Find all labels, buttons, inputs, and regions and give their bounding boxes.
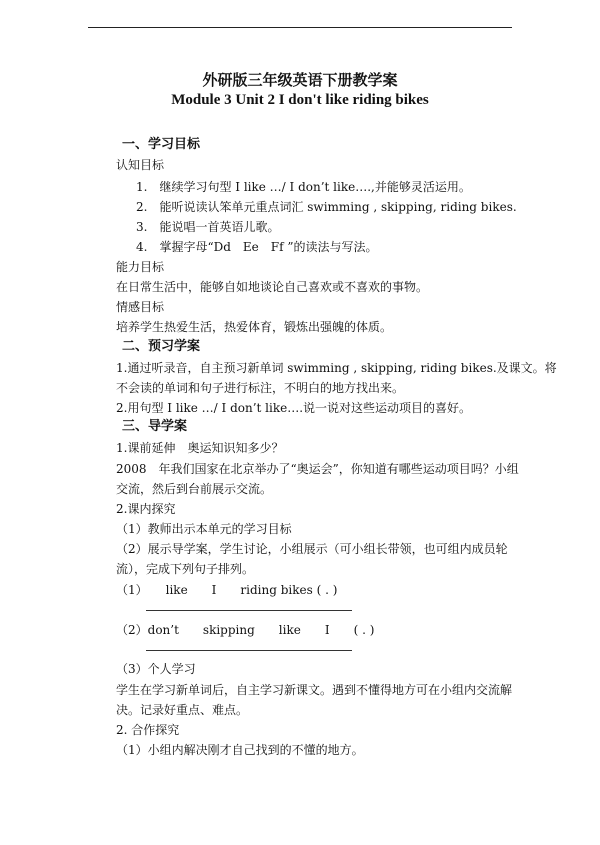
title-chinese: 外研版三年级英语下册教学案 — [202, 71, 398, 89]
exercise-2: （2）don’t skipping like I ( . ) — [116, 623, 375, 637]
section2-heading: 二、预习学案 — [122, 339, 201, 354]
exercise-1: （1） like I riding bikes ( . ) — [116, 583, 338, 597]
goal-item-3: 3. 能说唱一首英语儿歌。 — [136, 220, 280, 234]
ability-goals-label: 能力目标 — [116, 260, 165, 274]
title-english: Module 3 Unit 2 I don't like riding bikes — [171, 92, 429, 108]
section3-heading: 三、导学案 — [122, 419, 188, 434]
cooperation-step-1: （1）小组内解决刚才自己找到的不懂的地方。 — [116, 743, 364, 757]
emotion-goals-label: 情感目标 — [116, 300, 165, 314]
ability-goals-text: 在日常生活中，能够自如地谈论自己喜欢或不喜欢的事物。 — [116, 280, 429, 294]
preview-paragraph-2: 2.用句型 I like …/ I don’t like….说一说对这些运动项目的喜好。 — [116, 401, 472, 415]
individual-study-line1: 学生在学习新单词后，自主学习新课文。遇到不懂得地方可在小组内交流解 — [116, 683, 513, 697]
explore-step-3: （3）个人学习 — [116, 662, 196, 676]
cooperation-label: 2. 合作探究 — [116, 723, 180, 737]
explore-step-1: （1）教师出示本单元的学习目标 — [116, 522, 292, 536]
explore-label: 2.课内探究 — [116, 502, 176, 516]
explore-step-2-line1: （2）展示导学案，学生讨论，小组展示（可小组长带领，也可组内成员轮 — [116, 542, 508, 556]
goal-item-1: 1. 继续学习句型 I like …/ I don’t like….,并能够灵活运用。 — [136, 180, 471, 194]
goal-item-2: 2. 能听说读认笨单元重点词汇 swimming , skipping, riding bikes. — [136, 200, 517, 214]
header-rule — [88, 27, 512, 28]
section1-heading: 一、学习目标 — [122, 137, 201, 152]
warmup-text-line1: 2008 年我们国家在北京举办了“奥运会”，你知道有哪些运动项目吗？小组 — [116, 462, 519, 476]
warmup-title: 1.课前延伸 奥运知识知多少？ — [116, 441, 284, 455]
preview-paragraph-1-line2: 不会读的单词和句子进行标注，不明白的地方找出来。 — [116, 381, 405, 395]
exercise-2-answer-line — [146, 650, 352, 651]
warmup-text-line2: 交流，然后到台前展示交流。 — [116, 482, 273, 496]
goal-item-4: 4. 掌握字母“Dd Ee Ff ”的读法与写法。 — [136, 240, 378, 254]
preview-paragraph-1-line1: 1.通过听录音，自主预习新单词 swimming , skipping, riding bikes.及课文。将 — [116, 361, 557, 375]
emotion-goals-text: 培养学生热爱生活，热爱体育，锻炼出强魄的体质。 — [116, 320, 393, 334]
exercise-1-answer-line — [146, 610, 352, 611]
explore-step-2-line2: 流），完成下列句子排列。 — [116, 562, 255, 576]
individual-study-line2: 决。记录好重点、难点。 — [116, 703, 249, 717]
knowledge-goals-label: 认知目标 — [116, 158, 165, 172]
